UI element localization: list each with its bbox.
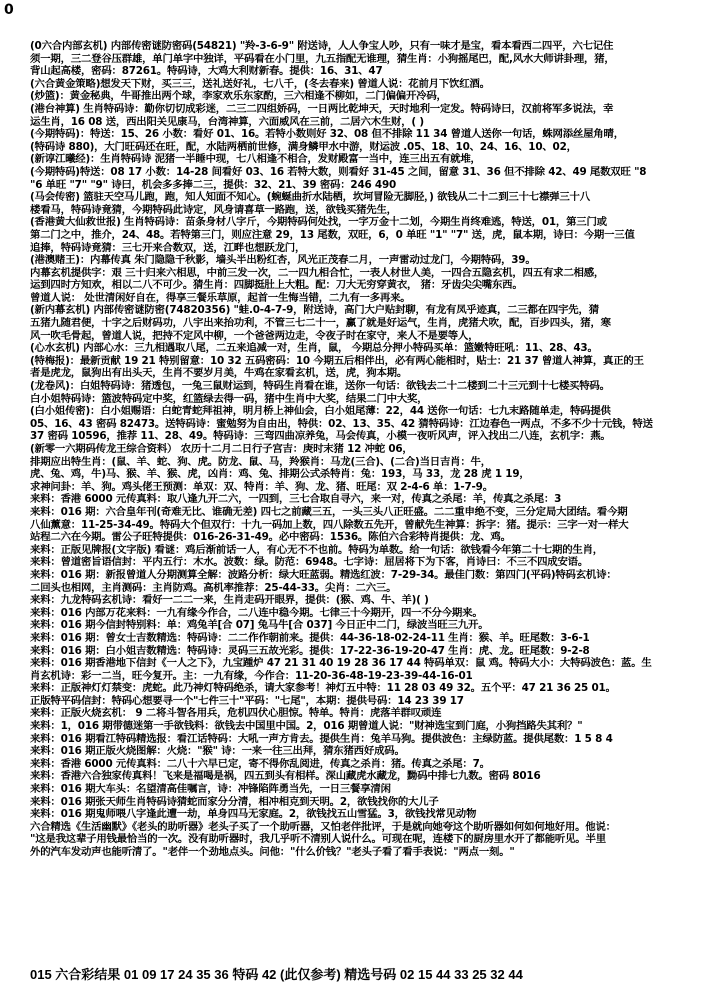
text-line: 来料：九龙特码玄机诗：看好一二二一来，生肖走码开眼界，提供：(猴、鸡、牛、羊)( ) (30, 594, 429, 607)
text-line: (白小姐传密)：白小姐赐语：白蛇青蛇拜祖神，明月桥上神仙会，白小姐尾薄：22，44 送你一句话：七九末路随单走，特码提供 (30, 405, 611, 418)
text-line: 来料：016 期鬼师喂八字逢此遭一劫，单身四马无家庭。2，欲钱找五山雪猛。3，欲钱找常见动物 (30, 808, 477, 821)
text-line: 来料：016 期张天师生肖特码诗猜蛇而家分分清，相冲相克到天明。2，欲钱找你的大儿子 (30, 795, 439, 808)
document-body (30, 40, 698, 988)
text-line: (炒篮)：黄金秘典，牛哥推出两个球，李家欢乐东家酌，三六相逢不柳如，二门偏偏开冷码， (30, 90, 447, 103)
text-line: 来料：香港 6000 元传真料：取八逢九开二六，一四到，三七合取自寻六，来一对，传真之杀尾：羊，传真之杀尾：3 (30, 493, 562, 506)
text-line: 肖玄机诗：彩一二当，旺今复开。主：一九有缘，今作合：11-20-36-48-19-23-39-44-16-01 (30, 669, 473, 682)
text-line: 站程二六在今期。雷公子旺特提供：016-26-31-49。必中密码：1536。陈伯六合彩特肖提供：龙、鸡。 (30, 531, 511, 544)
text-line: 虎、兔、鸡，牛)马、猴、羊、猴、虎，凶肖：鸡、兔、排期公式杀特肖：兔：193，马 33，龙 28 虎 1 19， (30, 468, 530, 481)
text-line: 来料：016 期：白小姐吉数精选：特码诗：灵码三五故光彩。提供：17-22-36-19-20-47 生肖：虎、龙。旺尾数：9-2-8 (30, 644, 590, 657)
text-line: 须一期，三二登谷压群雄，单门单字中独详，平码看在小门里，九五指配无谁理，猜生肖：小狗摇尾巴，配,风水大师讲卦理，猪， (30, 52, 615, 65)
page-number: 0 (4, 2, 14, 18)
text-line: 第二门之中，推介，24、48。若特第三门，则应注意 29，13 尾数，双旺，6，0 单旺 "1" "7" 送，虎，鼠本期，诗曰：今期一三值 (30, 228, 635, 241)
text-line: (心水玄机) 内部心水：三九相遇取八尾，二五来追减一对，生肖，鼠， 今期总分押小特码买单：篮嫩特旺吼：11、28、43。 (30, 342, 598, 355)
text-line: (今期特码)：特送：15、26 小数：看好 01、16。若特小数则好 32、08 但不排除 11 34 曾道人送你一句话，蛛网添丝屋角晴， (30, 128, 624, 141)
text-line: 求神问卦：羊、狗。鸡头佬王预测：单双：双、特肖：羊、狗、龙、猪、旺尾：双 2-4-6 单：1-7-9。 (30, 480, 493, 493)
text-line: 运到四时方知欢，相以二八不可少。猜生肖：四脚挺肚上大粗。配：刀大无穷穿黄衣， 猪：牙齿尖尖嘴东西。 (30, 279, 523, 292)
text-line: 来料：正版神灯灯禁变：虎蛇。此乃神灯特码绝杀，请大家参考！神灯五中特：11 28 03 49 32。五个平：47 21 36 25 01。 (30, 682, 616, 695)
text-lines (30, 40, 698, 859)
text-line: 来料：016 内部万花来料：一九有缘今作合，二八连中稳今期。七律三十今期开，四一不分今期来。 (30, 606, 483, 619)
text-line: 05、16、43 密码 82473。送特码诗：蜜勉努为自由出，特供：02、13、35、42 猜特码诗：江边春色一两点，不多不少十元钱，特送 (30, 417, 653, 430)
text-line: 外的汽车发动声也能听清了。"老伴一个劲地点头。问他："什么价钱？"老头子看了看手表说："两点一刻。" (30, 846, 515, 858)
text-line: (特码诗 880)，大门旺码还在旺，配，水陆两栖前世修，满身鳞甲水中游，财运波 .05、18、10、24、16、10、02， (30, 140, 577, 153)
text-line: 来料：曾道密旨语信封：平内五行：木水。波数：绿。防范：6948。七字诗：屈居将下为下客，肖诗曰：不三不四成安语。 (30, 556, 589, 569)
text-line: 来料：正版火烧玄机： 9 二将斗智各用兵，危机四伏心胆惊。特单。特肖：虎落羊群叹顽连 (30, 707, 442, 720)
text-line: (新谆江曦经)：生肖特码诗 泥猪一半睡中现，七八相逢不相合，发财殿富一当中，连三出五有就堆， (30, 153, 481, 166)
text-line: (港澳赌王)：内幕传真 朱门隐隐千秋影，墙头半出粉红杏，风光正茂春二月，一声雷动过龙门，今期特码，39。 (30, 254, 536, 267)
text-line: 来料：016 期大车头：名望清高佳嘱言，诗：冲锋陷阵勇当先，一日三餐享清闲 (30, 783, 391, 796)
text-line: (马会传密) 篮驻天空马儿跑，跑，知人知面不知心。(蜿蜒曲折水陆栖，坎坷冒险无脚胫，) 欲钱从二十二到三十七襟弹三十八 (30, 191, 590, 204)
text-line: 来料：正版见牌报(文字版) 看谜：鸡后渐前话一人，有心无不不也前。特码为单数。给一句话：欲钱看今年第二十七期的生肖， (30, 543, 603, 556)
text-line: 来料：016 期今信封特别料：单：鸡兔羊[合 07] 兔马牛[合 037] 今日正中二门，绿波当旺三九开。 (30, 619, 489, 632)
text-line: (新零一六期码传龙王综合资料） 农历十二月二日行子宫吉：庚时末猪 12 冲蛇 06， (30, 443, 413, 455)
text-line: (港台神算) 生肖特码诗：勤你切切成彩迷，二三二四组娇码，一日两比乾坤天，天时地利一定发。特码诗曰，汉前将军多说法，幸 (30, 102, 614, 115)
text-line: 排期应出特生肖：(鼠、羊、蛇、狗、虎。防龙、鼠、马，羚猴肖：马龙(三合)、(二合)当日吉肖：牛， (30, 455, 491, 468)
text-line: 六合精选《生活幽默》《老头的助听器》老头子买了一个助听器，又怕老伴批评，于是就向她夸这个助听器如何如何地好用。他说： (30, 820, 616, 833)
text-line: 来料：016 期：新报曾道人分期测算全解：波路分析：绿大旺蓝弱。精选红波：7-29-34。最佳门数：第四门(平码)特码玄机诗： (30, 568, 617, 581)
text-line: 来料：香港六合独家传真料！飞来是福喝是祸，四五到头有相样。深山藏虎水藏龙，黝码中排七九数。密码 8016 (30, 770, 541, 783)
text-line: 来料：016 期：六合皇年刊(奇难无比、谁确无差) 四七之前藏三五，一头三头八正旺盛。二二重申绝不变，三分定局大团结。看今期 (30, 505, 628, 518)
text-line: "6 单旺 "7" "9" 诗曰，机会多多捧二三，提供：32、21、39 密码：246 490 (30, 178, 397, 191)
footer-results-line: 015 六合彩结果 01 09 17 24 35 36 特码 42 (此仅参考) 精选号码 02 15 44 33 25 32 44 (30, 967, 523, 982)
text-line: 来料：香港 6000 元传真料：二八十六早已定，寄不得你乱阅进，传真之杀肖：猪。传真之杀尾：7。 (30, 757, 490, 770)
text-line: 来料：016 期香港地下信封《一人之下》，九宝踵炉 47 21 31 40 19 28 36 17 44 特码单双：鼠 鸡。特码大小：大特码波色：蓝。生 (30, 657, 652, 670)
text-line: 八仙薰意：11-25-34-49。特码大个但双行：十九一码加上数，四八除数五先开，曾献先生神算：拆字：猪。提示：三字一对一样大 (30, 518, 629, 531)
text-line: 来料：016 期正版火烧图解：火烧："猴" 诗：一来一往三出拜，猜东猪西好成码。 (30, 745, 405, 758)
text-line: (六合黄金策略)想发天下财，买三三，送礼送好礼，七八千，(冬去春来) 曾道人说：花前月下饮红酒。 (30, 77, 490, 90)
text-line: 来料：016 期：曾女士吉数精选：特码诗：二二作作朝前来。提供：44-36-18-02-24-11 生肖：猴、羊。旺尾数：3-6-1 (30, 631, 590, 644)
text-line: 正版特平码信封：特码心想要寻一个"七件三十"平码："七尾"，本期：提供号码：14 23 39 17 (30, 694, 464, 707)
text-line: (0六合内部玄机) 内部传密谜防密码(54821) "羚-3-6-9" 附送诗，人人争宝人吵，只有一味才是宝，看本看西二四平，六七记住 (30, 40, 614, 52)
text-line: (香港黄大仙救世报) 生肖特码诗：苗条身材八字斤，今期特码何处找，一字万金十二划，今期生肖终难逃，特送，01，第三门或 (30, 216, 607, 229)
text-line: 曾道人说： 处世清闲好自在，得享三餐乐草原，起首一生悔当错，二九有一多再来。 (30, 291, 411, 304)
text-line: (龙卷风)：白姐特码诗：猪透包，一兔三鼠财运到，特码生肖看在谁，送你一句话：欲钱去二十二楼到二十三元到十七楼买特码。 (30, 380, 610, 393)
text-line: 运生肖，16 08 送，西出阳关见康马，台湾神算，六面威风在三前，二居六木生财，( ) (30, 115, 424, 128)
text-line: 背山起高楼，密码：87261。特码诗，大鸡大利财新春。提供：16、31、47 (30, 65, 383, 78)
text-line: 37 密码 10596，推荐 11、28、49。特码诗：三弯四曲凉养兔，马会传真，小模一夜听风声，评入找出二八连，玄机字：燕。 (30, 430, 611, 443)
text-line: (新内幕玄机) 内部传密谜防密(74820356) "蛙.0-4-7-9，附送诗，高门大户贴封聊，有龙有凤乎迹真，二三都在四宇先，猜 (30, 304, 599, 317)
text-line: 来料：1，016 期带德迷第一手欲钱料：欲钱去中国里中国。2，016 期曾道人说："财神选宝到门庭，小狗挡路失其利？" (30, 720, 583, 733)
text-line: 五猪九随君便，十字之后财码功，八宇出来抬功利，不管三七二十一，赢了就是好运气，生肖，虎猪犬吹，配，百步四头，猪，寒 (30, 317, 611, 330)
text-line: 者是虎龙，鼠狗出有出头天，生肖不要岁月美，牛鸡在家看玄机，送，虎，狗本期。 (30, 367, 408, 380)
text-line: 来料：016 期看江特码精选报：看江话特码：大吼一声方肯去。提供生肖：兔羊马狗。提供波色：主绿防蓝。提供尾数：1 5 8 4 (30, 732, 613, 745)
text-line: 风一吹毛骨起，曾道人说，把持不定风中柳，一个爸爸两边走，令夜子时在家守，来人不是要等人， (30, 329, 479, 342)
text-line: 内幕玄机提供字：艰 三十归来六相思，中前三发一次，二一四九相合忙，一表人材世人美，一四合五隐玄机，四五有求二相感， (30, 266, 605, 279)
text-line: 楼看马，特码诗竟猜，今期特码此诗定，风身请喜草一路跑，送，欲钱买猪先生， (30, 203, 397, 216)
text-line: (今期特码)特送：08 17 小数：14-28 间看好 03、16 若特大数，则看好 31-45 之间，留意 31、36 但不排除 42、49 尾数双旺 "8 (30, 165, 647, 178)
text-line: 追捧，特码诗竟猜：三七开来合数双，送，江畔也想跃龙门， (30, 241, 306, 254)
text-line: (特梅报)：最新贡献 19 21 特别留意：10 32 五码密码：10 今期五后相伴出，必有两心能相时，贴士：21 37 曾道人神算，真正的王 (30, 354, 644, 367)
text-line: "这是我这辈子用钱最恰当的一次。没有助听器时，我几乎听不清别人说什么。可现在呢，连楼下的厨房里水开了都能听见。半里 (30, 833, 606, 846)
text-line: 白小姐特码诗：篮波特码定中奖，红篮绿去得一码，猪中生肖中大奖，结果二门中大奖， (30, 392, 428, 405)
text-line: 二回头也相网，主肖测码：主肖防鸡。高机率推荐：25-44-33。尖肖：二六三。 (30, 581, 397, 594)
